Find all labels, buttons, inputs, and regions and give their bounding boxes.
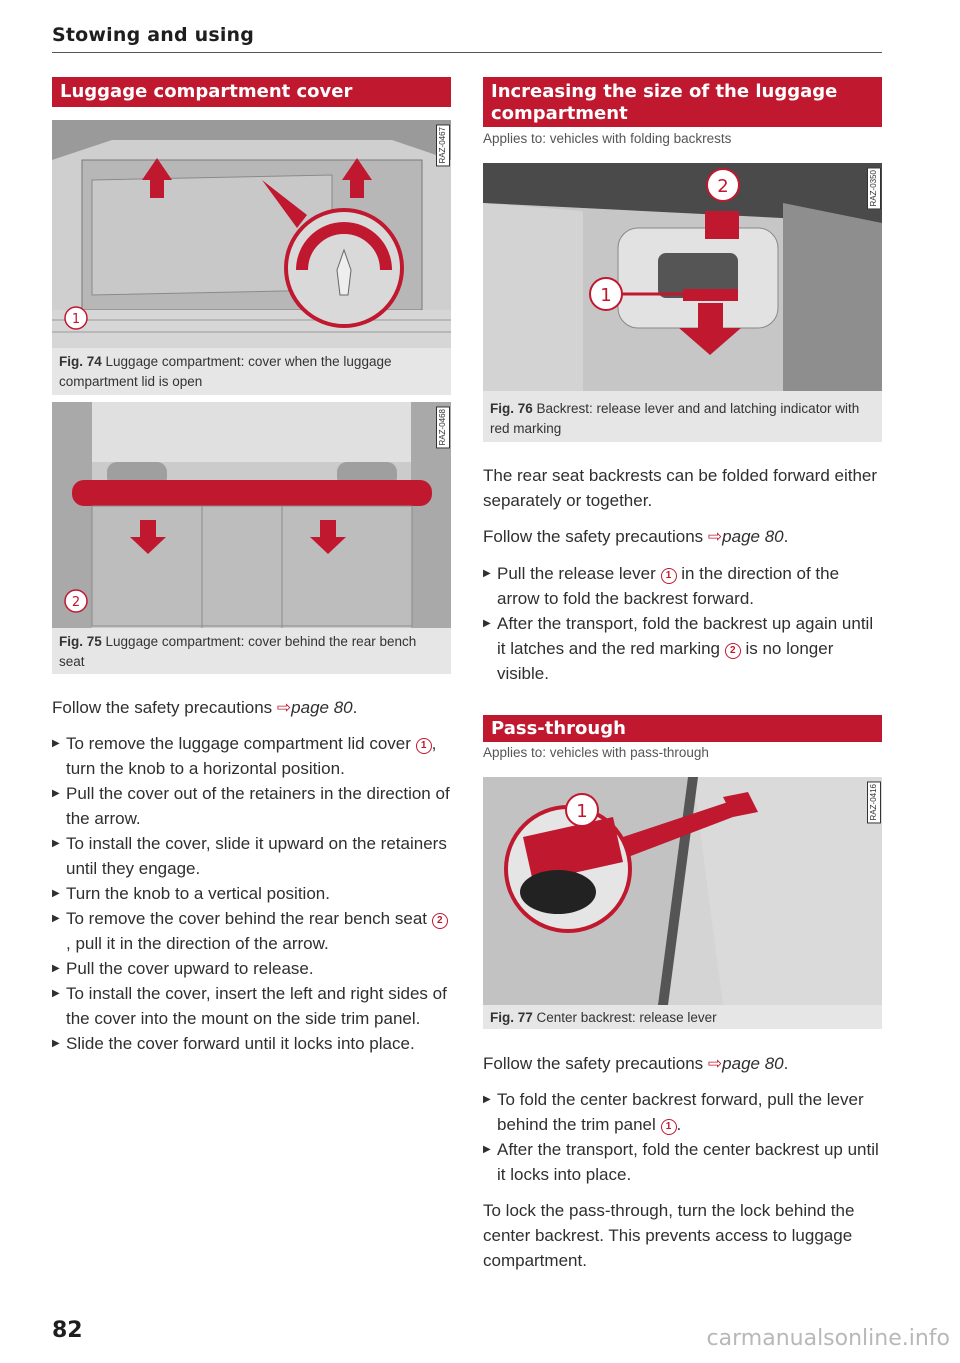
callout-number: 1: [661, 568, 677, 584]
fig77-tag: RAZ-0416: [867, 781, 881, 823]
fig74-caption: Fig. 74 Luggage compartment: cover when the luggage compartment lid is open: [59, 354, 392, 389]
figure-75: [52, 402, 451, 674]
right-steps1-list: [483, 561, 882, 686]
list-item: ▶ Pull the cover upward to release.: [52, 956, 451, 981]
arrow-ref-icon: ⇨: [276, 698, 292, 717]
list-item: ▶ Pull the cover out of the retainers in the direction of the arrow.: [52, 781, 451, 831]
callout-number: 1: [661, 1119, 677, 1135]
arrow-ref-icon: ⇨: [707, 1054, 723, 1073]
list-item: ▶ To fold the center backrest forward, pull the lever behind the trim panel 1 .: [483, 1087, 882, 1137]
section-title-pass-through: Pass-through: [483, 715, 882, 742]
fig75-illustration: [52, 402, 451, 628]
svg-text:1: 1: [600, 285, 612, 306]
list-item: ▶ To install the cover, slide it upward on the retainers until they engage.: [52, 831, 451, 881]
fig74-tag: RAZ-0467: [436, 124, 450, 166]
applies-folding: Applies to: vehicles with folding backrests: [483, 131, 732, 146]
figure-77: [483, 777, 882, 1029]
page-number: 82: [52, 1318, 83, 1343]
svg-text:1: 1: [71, 312, 81, 327]
right-intro: Follow the safety precautions ⇨page 80.: [483, 527, 789, 546]
right-intro2: Follow the safety precautions ⇨page 80.: [483, 1054, 789, 1073]
header-rule: [52, 52, 882, 53]
fig76-tag: RAZ-0350: [867, 167, 881, 209]
callout-number: 2: [432, 913, 448, 929]
right-para2: To lock the pass-through, turn the lock behind the center backrest. This prevents access to luggage compartment.: [483, 1201, 855, 1270]
fig76-caption: Fig. 76 Backrest: release lever and and latching indicator with red marking: [490, 401, 860, 436]
svg-text:1: 1: [576, 801, 588, 822]
right-steps2-list: [483, 1087, 882, 1187]
arrow-ref-icon: ⇨: [707, 527, 723, 546]
svg-text:2: 2: [71, 595, 81, 610]
section-title-luggage-cover: Luggage compartment cover: [52, 77, 451, 107]
applies-pass-through: Applies to: vehicles with pass-through: [483, 745, 709, 760]
list-item: ▶ Slide the cover forward until it locks into place.: [52, 1031, 451, 1056]
list-item: ▶ To remove the cover behind the rear bench seat 2, pull it in the direction of the arrow.: [52, 906, 451, 956]
page-ref-link[interactable]: page 80: [722, 527, 784, 546]
list-item: ▶ Turn the knob to a vertical position.: [52, 881, 451, 906]
callout-number: 2: [725, 643, 741, 659]
left-intro: Follow the safety precautions ⇨page 80.: [52, 698, 358, 717]
fig77-illustration: [483, 777, 882, 1005]
svg-text:2: 2: [717, 176, 729, 197]
list-item: ▶ To install the cover, insert the left and right sides of the cover into the mount on the side trim panel.: [52, 981, 451, 1031]
list-item: ▶ After the transport, fold the backrest up again until it latches and the red marking 2 is no longer visible.: [483, 611, 882, 686]
fig76-illustration: [483, 163, 882, 391]
section-title-increase-size: Increasing the size of the luggage compartment: [483, 77, 882, 127]
page-ref-link[interactable]: page 80: [722, 1054, 784, 1073]
left-steps-list: [52, 731, 451, 1056]
page-header: Stowing and using: [52, 24, 255, 46]
right-para1: The rear seat backrests can be folded forward either separately or together.: [483, 466, 878, 510]
fig74-illustration: [52, 120, 451, 348]
page-ref-link[interactable]: page 80: [291, 698, 353, 717]
fig75-caption: Fig. 75 Luggage compartment: cover behind the rear bench seat: [59, 634, 417, 669]
figure-74: [52, 120, 451, 395]
fig75-tag: RAZ-0468: [436, 406, 450, 448]
figure-76: [483, 163, 882, 442]
callout-number: 1: [416, 738, 432, 754]
list-item: ▶ Pull the release lever 1 in the direction of the arrow to fold the backrest forward.: [483, 561, 882, 611]
fig77-caption: Fig. 77 Center backrest: release lever: [490, 1010, 717, 1025]
list-item: ▶ To remove the luggage compartment lid cover 1 , turn the knob to a horizontal position.: [52, 731, 451, 781]
list-item: ▶ After the transport, fold the center backrest up until it locks into place.: [483, 1137, 882, 1187]
watermark[interactable]: carmanualsonline.info: [706, 1326, 950, 1351]
